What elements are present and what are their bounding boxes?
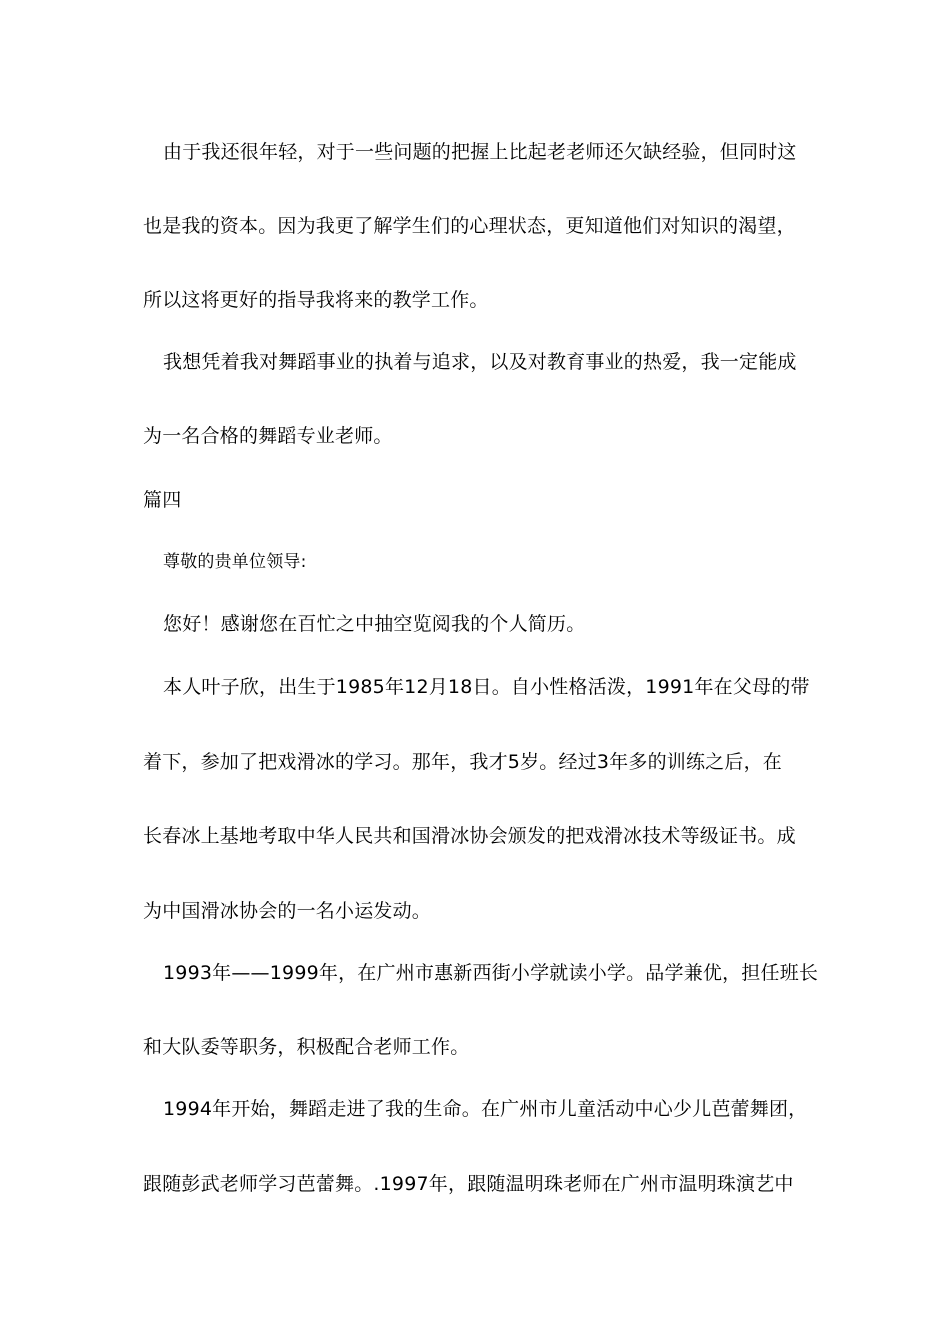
paragraph-line: 所以这将更好的指导我将来的教学工作。: [143, 289, 489, 311]
paragraph-line: 为中国滑冰协会的一名小运发动。: [143, 900, 432, 922]
salutation: 尊敬的贵单位领导:: [163, 552, 307, 572]
paragraph-line: 跟随彭武老师学习芭蕾舞。.1997年，跟随温明珠老师在广州市温明珠演艺中: [143, 1173, 794, 1195]
paragraph-line: 长春冰上基地考取中华人民共和国滑冰协会颁发的把戏滑冰技术等级证书。成: [143, 825, 796, 847]
paragraph-line: 我想凭着我对舞蹈事业的执着与追求，以及对教育事业的热爱，我一定能成: [163, 351, 797, 373]
greeting-line: 您好！感谢您在百忙之中抽空览阅我的个人简历。: [163, 613, 586, 635]
paragraph-line: 也是我的资本。因为我更了解学生们的心理状态，更知道他们对知识的渴望，: [143, 215, 796, 237]
paragraph-line: 由于我还很年轻，对于一些问题的把握上比起老老师还欠缺经验，但同时这: [163, 141, 797, 163]
section-heading: 篇四: [143, 489, 182, 511]
paragraph-line: 1993年——1999年，在广州市惠新西街小学就读小学。品学兼优，担任班长: [163, 962, 819, 984]
paragraph-line: 着下，参加了把戏滑冰的学习。那年，我才5岁。经过3年多的训练之后，在: [143, 751, 782, 773]
paragraph-line: 为一名合格的舞蹈专业老师。: [143, 425, 393, 447]
paragraph-line: 1994年开始，舞蹈走进了我的生命。在广州市儿童活动中心少儿芭蕾舞团，: [163, 1098, 808, 1120]
paragraph-line: 本人叶子欣，出生于1985年12月18日。自小性格活泼，1991年在父母的带: [163, 676, 810, 698]
paragraph-line: 和大队委等职务，积极配合老师工作。: [143, 1036, 470, 1058]
